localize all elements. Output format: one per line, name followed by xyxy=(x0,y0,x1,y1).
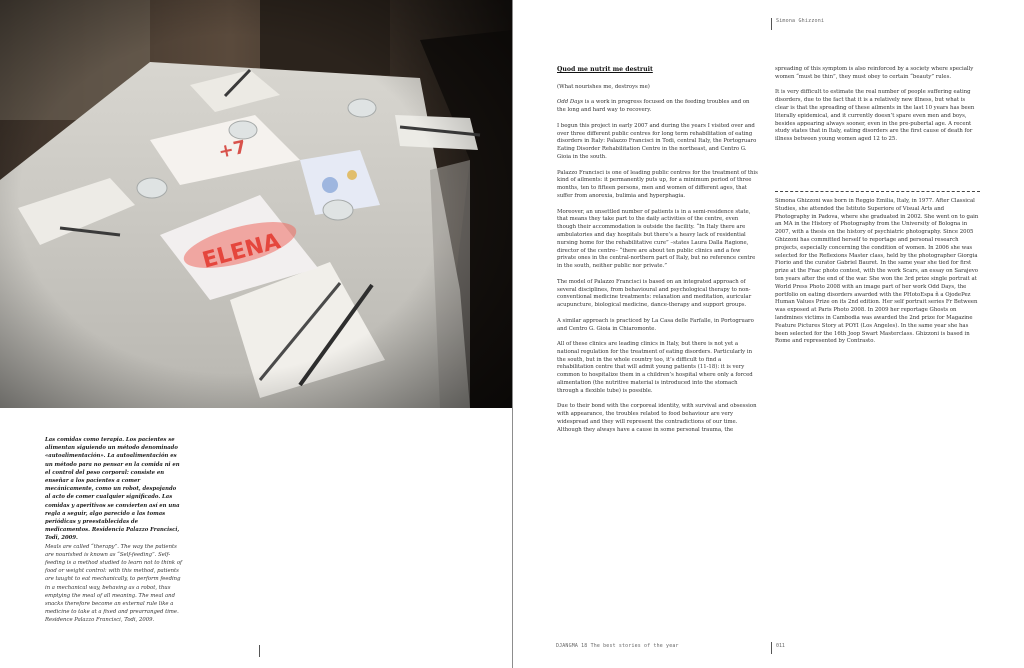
footer-publication: DJANGMA 18 The best stories of the year xyxy=(556,643,679,649)
paragraph-3: Palazzo Francisci is one of leading public centres for the treatment of this kind of ailments: it permanently puts up, for a minimum period of three months, ten to fifteen persons, men and women of different ages, that suffer from anorexia, bulimia and hyperphagia. xyxy=(557,169,758,199)
paragraph-2: I begun this project in early 2007 and during the years I visited over and over three different public centres for long term rehabilitation of eating disorders in Italy: Palazzo Francisci in Todi, central Italy, the Portogruaro Eating Disorder Rehabilitation Centre in the northeast, and Centro G. Gioia in the south. xyxy=(557,122,757,160)
caption-spanish: Las comidas como terapia. Los pacientes se alimentan siguiendo un método denominado «autoalimentación». La autoalimentación es un método para no pensar en la comida ni en el control del peso corporal: consiste en enseñar a los pacientes a comer mecánicamente, como un robot, despojando al acto de comer cualquier significado. Las comidas y aperitivos se convierten así en una regla a seguir, algo parecido a las tomas periódicas y preestablecidas de medicamentos. Residencia Palazzo Francisci, Todi, 2009. xyxy=(45,437,180,542)
caption-english: Meals are called “therapy”. The way the patients are nourished is known as “Self-feeding”. Self-feeding is a method studied to learn not to think of food or weight control: with this method, patients are taught to eat mechanically, to perform feeding in a mechanical way, behaving as a robot, thus emptying the meal of all meaning. The meal and snacks therefore become an external rule like a medicine to take at a fixed and prearranged time. Residence Palazzo Francisci, Todi, 2009. xyxy=(45,543,182,624)
bio-divider xyxy=(775,191,980,192)
page-number: 011 xyxy=(776,643,785,649)
footer-tick-left xyxy=(259,645,260,657)
paragraph-5: The model of Palazzo Francisci is based on an integrated approach of several disciplines, from behavioural and psychological therapy to non-conventional medicine treatments: relaxation and meditation, auricular acupuncture, biological medicine, dance-therapy and support groups. xyxy=(557,278,752,309)
column-2-paragraph-1: spreading of this symptom is also reinforced by a society where specially women “must be thin”, they must obey to certain “beauty” rules. xyxy=(775,66,974,80)
photo-illustration xyxy=(0,0,512,408)
article-subtitle: (What nourishes me, destroys me) xyxy=(557,83,650,90)
paragraph-6: A similar approach is practiced by La Casa delle Farfalle, in Portogruaro and Centro G. Gioia in Chiaromonte. xyxy=(557,317,754,332)
column-2-paragraph-2: It is very difficult to estimate the real number of people suffering eating disorders, due to the fact that it is a relatively new illness, but what is clear is that the spreading of these ailments in the last 10 years has been literally epidemical, and it currently doesn’t spare even men and boys, besides appearing always sooner, even in the pre-pubertal age. A recent study states that in Italy, eating disorders are the first cause of death for illness between young women aged 12 to 25. xyxy=(775,89,975,143)
article-column-2 xyxy=(775,66,978,152)
footer-tick-right xyxy=(771,642,772,654)
paragraph-7: All of these clinics are leading clinics in Italy, but there is not yet a national regulation for the treatment of eating disorders. Particularly in the south, but in the whole country too, it’s difficult to find a rehabilitation centre that will admit young patients (11-18): it is very common to hospitalize them in a children’s hospital where only a forced alimentation (the nutritive material is introduced into the stomach through a flexible tube) is possible. xyxy=(557,341,753,394)
article-column-1 xyxy=(557,66,758,442)
photo-caption xyxy=(45,436,183,625)
header-tick xyxy=(771,18,772,30)
paragraph-4: Moreover, an unsettled number of patients is in a semi-residence state, that means they take part to the daily activities of the centre, even though their accommodation is outside the facility. “In Italy there are ambulatories and day hospitals but there’s a heavy lack of residential nursing home for the rehabilitative cure” –states Laura Dalla Ragione, director of the centre– “there are about ten public clinics and a few private ones in the central-northern part of Italy, but no reference centre in the south, neither public nor private.” xyxy=(557,208,756,270)
table-setting-photo xyxy=(0,0,512,408)
paragraph-1-body: is a work in progress focused on the feeding troubles and on the long and hard way to recovery. xyxy=(557,99,750,114)
article-title: Quod me nutrit me destruit xyxy=(557,66,653,73)
paragraph-1-title: Odd Days xyxy=(557,99,584,106)
paragraph-1 xyxy=(557,99,758,115)
paragraph-8: Due to their bond with the corporeal identity, with survival and obsession with appearance, the troubles related to food behaviour are very widespread and they will represent the contradictions of our time. Although they always have a cause in some personal trauma, the xyxy=(557,403,757,433)
author-bio: Simona Ghizzoni was born in Reggio Emilia, Italy, in 1977. After Classical Studies, she attended the Istituto Superiore of Visual Arts and Photography in Padova, where she graduated in 2002. She went on to gain an MA in the History of Photography from the University of Bologna in 2007, with a thesis on the history of psychiatric photography. Since 2005 Ghizzoni has committed herself to reportage and personal research projects, especially concerning the condition of women. In 2006 she was selected for the Reflexions Master class, held by the photographer Giorgia Fiorio and the curator Gabriel Bauret. In the same year she tied for first prize at the Fnac photo contest, with the work Scars, an essay on Sarajevo ten years after the end of the war. She won the 3rd prize single portrait at World Press Photo 2008 with an image part of her work Odd Days, the portfolio on eating disorders awarded with the PHotoEspa ñ a OjodePez Human Values Prize on its 2nd edition. Her self portrait series Fr Between was exposed at Paris Photo 2008. In 2009 her reportage Ghosts on landmines victims in Cambodia was awarded the 2nd prize for Magazine Feature Pictures Story at POYI (Los Angeles). In the same year she has been selected for the 16th Joop Swart Masterclass. Ghizzoni is based in Rome and represented by Contrasto. xyxy=(775,198,979,345)
running-head: Simona Ghizzoni xyxy=(776,18,825,24)
page-divider xyxy=(512,0,513,668)
